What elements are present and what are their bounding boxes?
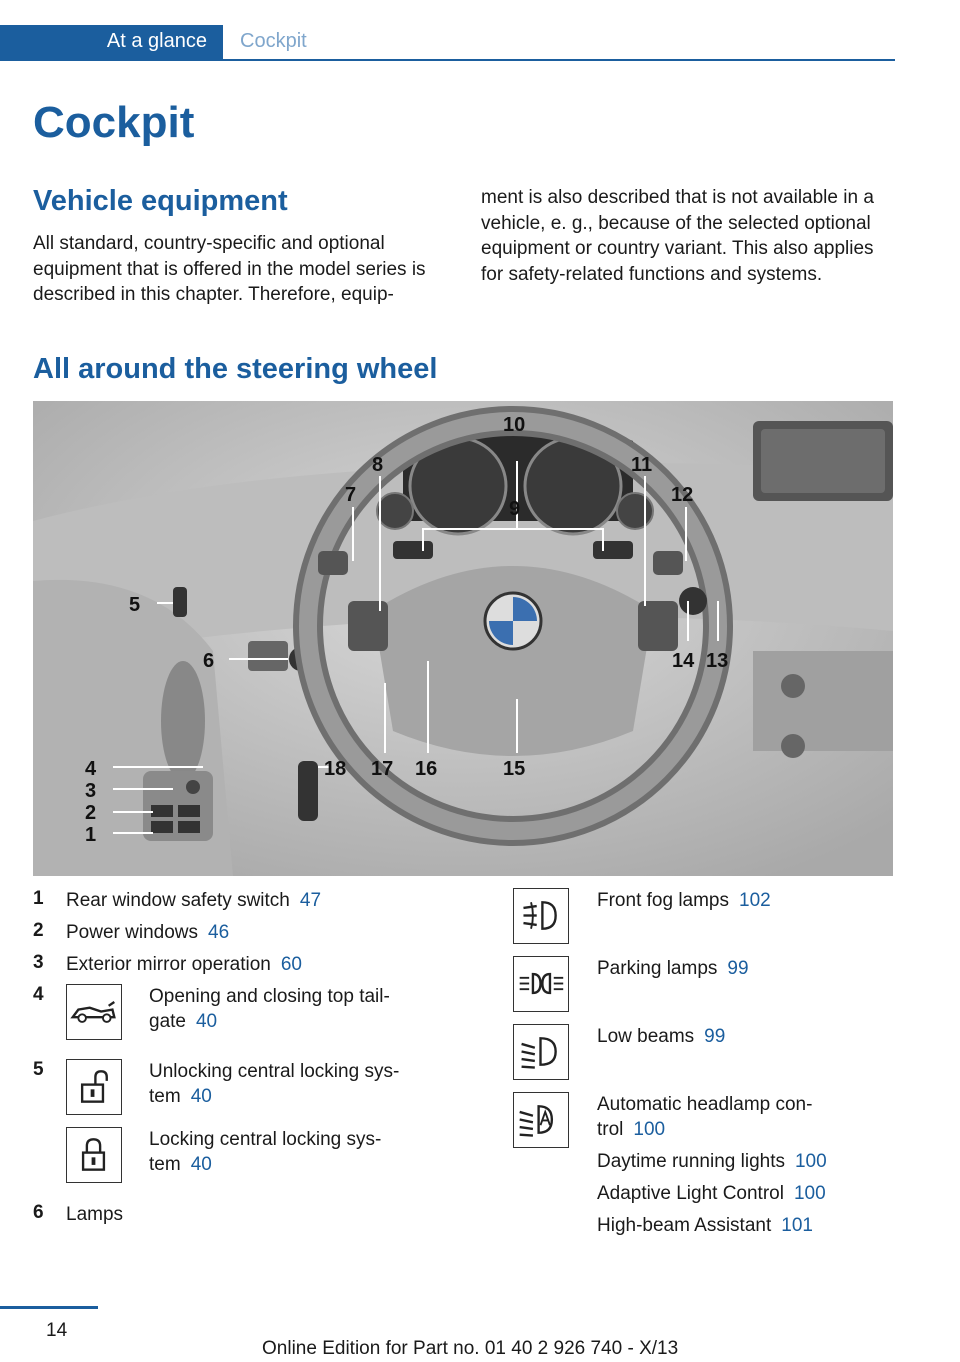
legend-label: Power windows [66,922,198,943]
car-tailgate-icon [66,984,122,1040]
legend-label: Exterior mirror operation [66,954,271,975]
legend-item-1 [66,888,321,913]
vehicle-equipment-text-left: All standard, country-specific and optional equipment that is offered in the model series is described in this chapter. Therefore, equip- [33,233,426,305]
page-number: 14 [46,1320,68,1341]
legend-item-parking [597,956,749,981]
legend-item-daytime [597,1149,827,1174]
legend-item-5 [149,1059,399,1109]
page-link[interactable]: 47 [299,890,322,911]
legend-label: Unlocking central locking sys- [149,1061,400,1082]
legend-label: Automatic headlamp con- [597,1094,813,1115]
legend-item-4 [149,984,390,1034]
page-link[interactable]: 100 [793,1183,826,1204]
page-link[interactable]: 40 [190,1086,212,1107]
footer-line [0,1306,98,1309]
legend-number: 1 [33,888,44,909]
legend-number: 4 [33,984,44,1005]
tab-at-a-glance[interactable]: At a glance [0,25,223,61]
start-stop-button [679,587,707,615]
callout-1: 1 [85,824,97,846]
steering-wheel-heading: All around the steering wheel [33,353,438,385]
legend-item-3 [66,952,302,977]
callout-9: 9 [509,498,521,520]
tab-cockpit[interactable]: Cockpit [240,30,307,52]
light-switch-panel [248,641,288,671]
auto-headlamp-icon [513,1092,569,1148]
legend-label: tem [149,1086,181,1107]
front-fog-lamp-icon [513,888,569,944]
vehicle-equipment-heading: Vehicle equipment [33,185,288,217]
center-console [753,651,893,751]
page-title: Cockpit [33,98,195,147]
callout-6: 6 [203,650,215,672]
legend-label: Opening and closing top tail- [149,986,390,1007]
parking-lamp-icon [513,956,569,1012]
legend-number: 3 [33,952,44,973]
callout-16: 16 [415,758,438,780]
lock-switch [173,587,187,617]
legend-item-lock [149,1127,381,1177]
legend-item-low-beam [597,1024,725,1049]
callout-12: 12 [671,484,694,506]
steering-wheel-illustration [33,401,893,876]
legend-item-auto-headlamp [597,1092,812,1142]
legend-label: Adaptive Light Control [597,1183,784,1204]
legend-label: Front fog lamps [597,890,729,911]
callout-5: 5 [129,594,141,616]
legend-label: Lamps [66,1204,124,1225]
legend-item-high-beam [597,1213,813,1238]
page-link[interactable]: 99 [727,958,749,979]
callout-17: 17 [371,758,394,780]
callout-3: 3 [85,780,97,802]
page-link[interactable]: 60 [280,954,302,975]
steering-column-lever [298,761,318,821]
legend-label: Daytime running lights [597,1151,785,1172]
legend-number: 6 [33,1202,44,1223]
legend-item-2 [66,920,229,945]
page-link[interactable]: 99 [704,1026,726,1047]
steering-wheel-figure [33,401,893,876]
legend-label: gate [149,1011,186,1032]
page-link[interactable]: 100 [794,1151,827,1172]
low-beam-icon [513,1024,569,1080]
callout-11: 11 [631,454,653,476]
wiper-stalk [653,551,683,575]
paddle-minus [393,541,433,559]
legend-number: 5 [33,1059,44,1080]
edition-text: Online Edition for Part no. 01 40 2 926 740 - X/13 [262,1338,679,1359]
legend-label: Rear window safety switch [66,890,290,911]
right-wheel-buttons [638,601,678,651]
page-link[interactable]: 100 [633,1119,666,1140]
callout-7: 7 [345,484,357,506]
legend-label: tem [149,1154,181,1175]
callout-4: 4 [85,758,97,780]
callout-18: 18 [324,758,347,780]
callout-10: 10 [503,414,526,436]
page-link[interactable]: 101 [781,1215,813,1236]
legend-label: Low beams [597,1026,695,1047]
page-link[interactable]: 102 [739,890,771,911]
legend-label: Locking central locking sys- [149,1129,382,1150]
legend-item-adaptive-light [597,1181,826,1206]
callout-8: 8 [372,454,384,476]
legend-label: trol [597,1119,624,1140]
lock-icon [66,1127,122,1183]
legend-item-6 [66,1202,123,1227]
speaker [161,661,205,781]
legend-item-fog [597,888,771,913]
left-wheel-buttons [348,601,388,651]
legend-number: 2 [33,920,44,941]
page-link[interactable]: 40 [195,1011,218,1032]
legend-label: Parking lamps [597,958,718,979]
turn-signal-stalk [318,551,348,575]
callout-15: 15 [503,758,526,780]
vehicle-equipment-text-right: ment is also described that is not available in a vehicle, e. g., because of the selected optional equipment or country variant. This also applies for safety-related functions and systems. [481,187,874,285]
paddle-plus [593,541,633,559]
page-link[interactable]: 40 [190,1154,212,1175]
callout-13: 13 [706,650,729,672]
page-link[interactable]: 46 [208,922,230,943]
callout-2: 2 [85,802,97,824]
callout-14: 14 [672,650,695,672]
legend-label: High-beam Assistant [597,1215,772,1236]
unlock-icon [66,1059,122,1115]
